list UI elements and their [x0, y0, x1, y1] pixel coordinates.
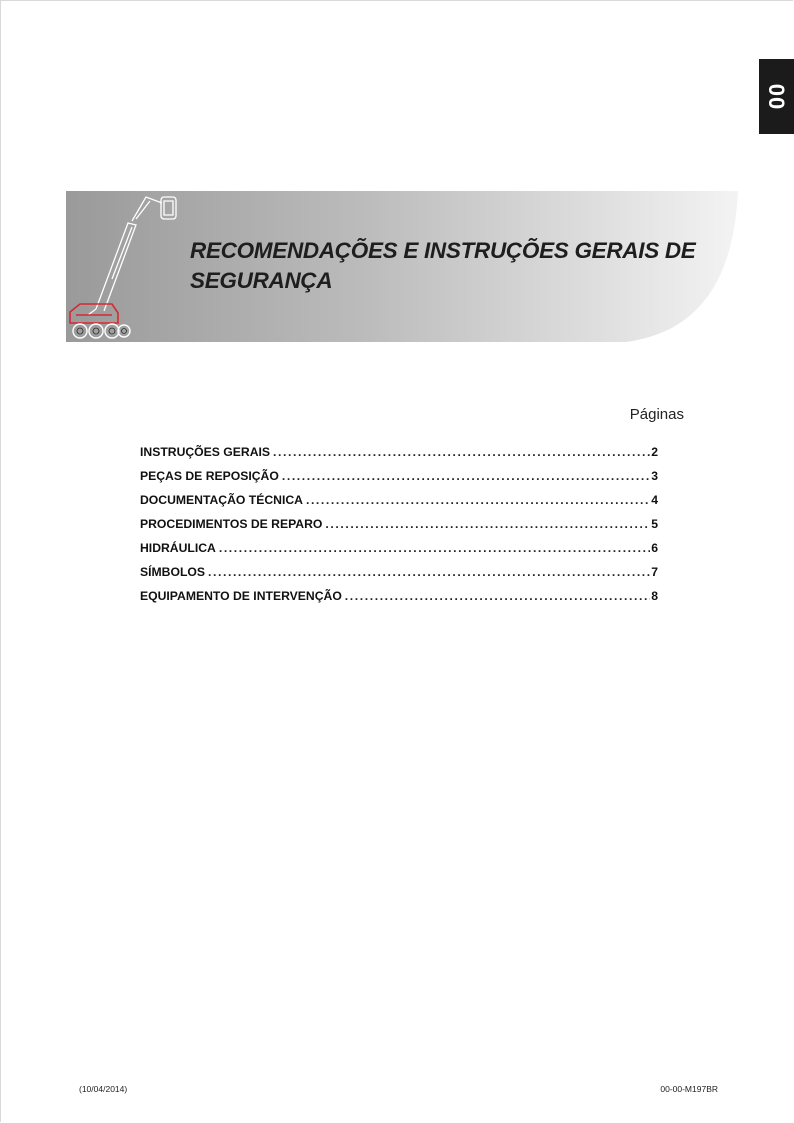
- table-of-contents: [140, 440, 658, 608]
- toc-dot-leader: [345, 584, 650, 608]
- toc-entry[interactable]: [140, 512, 658, 536]
- toc-entry-title: PEÇAS DE REPOSIÇÃO: [140, 469, 279, 483]
- toc-entry-title: EQUIPAMENTO DE INTERVENÇÃO: [140, 589, 342, 603]
- chapter-banner: [66, 191, 738, 342]
- toc-dot-leader: [306, 488, 650, 512]
- aerial-work-platform-illustration: [66, 191, 196, 342]
- toc-entry-title: HIDRÁULICA: [140, 541, 216, 555]
- footer-document-code: 00-00-M197BR: [660, 1084, 718, 1094]
- toc-entry-title: SÍMBOLOS: [140, 565, 206, 579]
- toc-entry-page: 3: [651, 469, 658, 483]
- toc-dot-leader: [219, 536, 650, 560]
- toc-entry-title: DOCUMENTAÇÃO TÉCNICA: [140, 493, 303, 507]
- toc-entry[interactable]: [140, 536, 658, 560]
- toc-dot-leader: [208, 560, 650, 584]
- chapter-tab: [759, 59, 794, 134]
- toc-entry-page: 4: [651, 493, 658, 507]
- toc-entry-title: PROCEDIMENTOS DE REPARO: [140, 517, 323, 531]
- toc-entry[interactable]: [140, 464, 658, 488]
- toc-dot-leader: [273, 440, 650, 464]
- toc-entry[interactable]: [140, 560, 658, 584]
- chapter-number: 00: [764, 83, 790, 110]
- toc-entry[interactable]: [140, 584, 658, 608]
- toc-entry-page: 8: [651, 589, 658, 603]
- toc-entry-title: INSTRUÇÕES GERAIS: [140, 445, 271, 459]
- toc-entry-page: 2: [651, 445, 658, 459]
- toc-dot-leader: [282, 464, 650, 488]
- toc-entry[interactable]: [140, 440, 658, 464]
- chapter-title: RECOMENDAÇÕES E INSTRUÇÕES GERAIS DE SEGURANÇA: [190, 238, 696, 293]
- toc-entry-page: 6: [651, 541, 658, 555]
- toc-entry[interactable]: [140, 488, 658, 512]
- footer-date: (10/04/2014): [79, 1084, 128, 1094]
- toc-entry-page: 7: [651, 565, 658, 579]
- toc-entry-page: 5: [651, 517, 658, 531]
- pages-column-label: Páginas: [629, 406, 684, 423]
- toc-dot-leader: [325, 512, 650, 536]
